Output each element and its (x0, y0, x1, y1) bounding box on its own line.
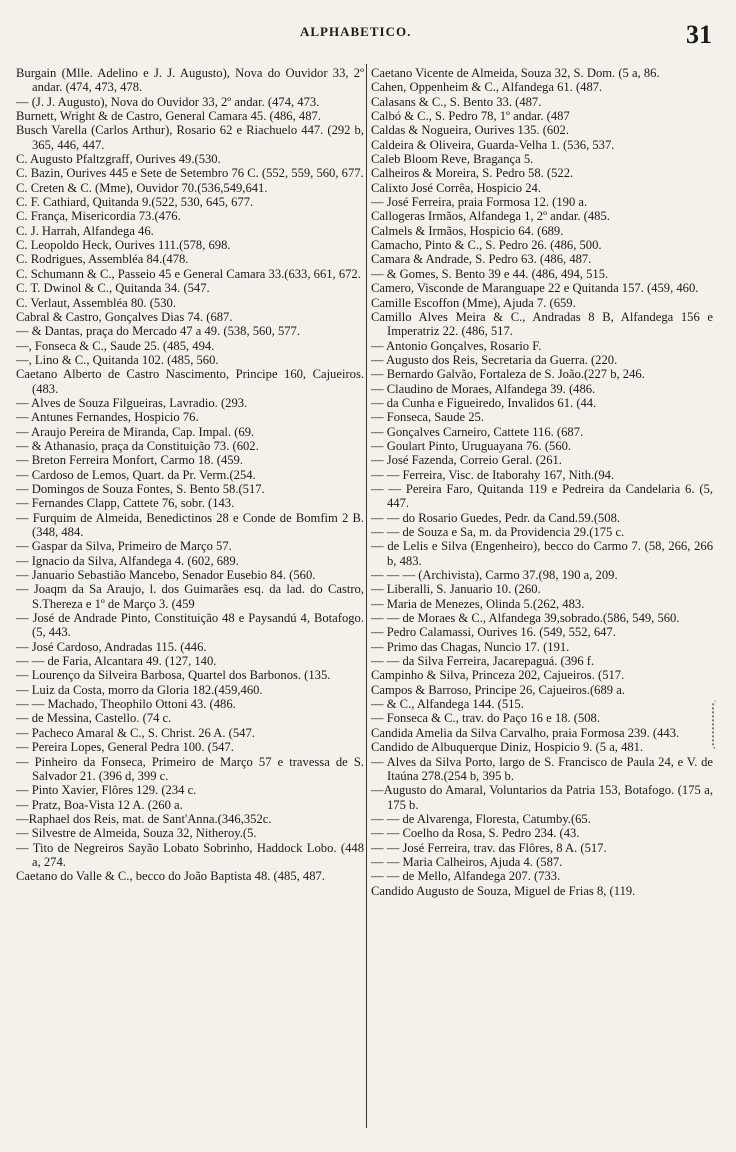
directory-entry: — Furquim de Almeida, Benedictinos 28 e Conde de Bomfim 2 B. (348, 484. (16, 510, 364, 539)
page-number: 31 (686, 20, 712, 49)
directory-entry: — Alves de Souza Filgueiras, Lavradio. (293. (16, 395, 248, 410)
directory-entry: — & Athanasio, praça da Constituição 73. (602. (16, 438, 259, 453)
directory-entry: — Fonseca, Saude 25. (371, 410, 484, 425)
directory-entry: C. Creten & C. (Mme), Ouvidor 70.(536,549,641. (16, 180, 268, 195)
directory-entry: — — de Moraes & C., Alfandega 39,sobrado.(586, 549, 560. (371, 611, 680, 626)
directory-entry: — Liberalli, S. Januario 10. (260. (371, 582, 541, 597)
directory-entry: — de Messina, Castello. (74 c. (16, 711, 172, 726)
directory-entry: — — Maria Calheiros, Ajuda 4. (587. (371, 854, 563, 869)
directory-entry: C. Leopoldo Heck, Ourives 111.(578, 698. (16, 238, 231, 253)
directory-entry: Calmels & Irmãos, Hospicio 64. (689. (371, 223, 564, 238)
directory-entry: Caleb Bloom Reve, Bragança 5. (371, 152, 534, 167)
directory-entry: — José de Andrade Pinto, Constituição 48 e Paysandú 4, Botafogo. (5, 443. (16, 611, 364, 640)
directory-entry: — Augusto dos Reis, Secretaria da Guerra. (220. (371, 352, 618, 367)
directory-entry: — — do Rosario Guedes, Pedr. da Cand.59.(508. (371, 510, 621, 525)
directory-entry: — — — (Archivista), Carmo 37.(98, 190 a, 209. (371, 568, 618, 583)
directory-entry: Burgain (Mlle. Adelino e J. J. Augusto), Nova do Ouvidor 33, 2º andar. (474, 473, 478. (16, 66, 364, 95)
directory-entry: —Raphael dos Reis, mat. de Sant'Anna.(346,352c. (16, 811, 272, 826)
directory-entry: Caldas & Nogueira, Ourives 135. (602. (371, 123, 569, 138)
directory-entry: C. T. Dwinol & C., Quitanda 34. (547. (16, 281, 210, 296)
directory-entry: — Domingos de Souza Fontes, S. Bento 58.(517. (16, 481, 265, 496)
directory-entry: — — de Souza e Sa, m. da Providencia 29.(175 c. (371, 525, 625, 539)
directory-entry: — — José Ferreira, trav. das Flôres, 8 A. (517. (371, 840, 607, 855)
directory-entry: — Pinto Xavier, Flôres 129. (234 c. (16, 783, 197, 798)
directory-entry: — Joaqm da Sa Araujo, l. dos Guimarães esq. da lad. do Castro, S.Thereza e 1º de Março 3. (459 (16, 582, 364, 611)
column-divider (366, 64, 367, 1128)
directory-entry: Burnett, Wright & de Castro, General Camara 45. (486, 487. (16, 109, 321, 124)
directory-entry: — Breton Ferreira Monfort, Carmo 18. (459. (16, 453, 243, 468)
directory-entry: — Luiz da Costa, morro da Gloria 182.(459,460. (16, 682, 263, 697)
directory-entry: — Lourenço da Silveira Barbosa, Quartel dos Barbonos. (135. (16, 668, 331, 683)
directory-entry: Campinho & Silva, Princeza 202, Cajueiros. (517. (371, 668, 625, 683)
directory-entry: — — de Faria, Alcantara 49. (127, 140. (16, 654, 217, 669)
directory-entry: C. Bazin, Ourives 445 e Sete de Setembro 76 C. (552, 559, 560, 677. (16, 166, 364, 181)
directory-entry: — da Cunha e Figueiredo, Invalidos 61. (44. (371, 395, 597, 410)
directory-entry: — Ignacio da Silva, Alfandega 4. (602, 689. (16, 553, 239, 568)
directory-entry: — Pereira Lopes, General Pedra 100. (547. (16, 740, 234, 755)
directory-entry: — Tito de Negreiros Sayão Lobato Sobrinho, Haddock Lobo. (448 a, 274. (16, 840, 364, 869)
directory-entry: — — de Mello, Alfandega 207. (733. (371, 869, 561, 884)
directory-entry: C. F. Cathiard, Quitanda 9.(522, 530, 645, 677. (16, 195, 254, 210)
directory-entry: — Silvestre de Almeida, Souza 32, Nitheroy.(5. (16, 826, 257, 841)
directory-entry: — — da Silva Ferreira, Jacarepaguá. (396 f. (371, 654, 595, 669)
directory-entry: Candido de Albuquerque Diniz, Hospicio 9. (5 a, 481. (371, 740, 644, 755)
directory-entry: — Maria de Menezes, Olinda 5.(262, 483. (371, 596, 585, 611)
directory-entry: — (J. J. Augusto), Nova do Ouvidor 33, 2º andar. (474, 473. (16, 94, 320, 109)
directory-entry: C. Rodrigues, Assembléa 84.(478. (16, 252, 189, 267)
directory-entry: — — Pereira Faro, Quitanda 119 e Pedreira da Candelaria 6. (5, 447. (371, 481, 713, 511)
directory-entry: C. Augusto Pfaltzgraff, Ourives 49.(530. (16, 152, 221, 167)
directory-entry: — — Coelho da Rosa, S. Pedro 234. (43. (371, 826, 580, 841)
directory-entry: —, Fonseca & C., Saude 25. (485, 494. (16, 338, 215, 353)
directory-entry: — — de Alvarenga, Floresta, Catumby.(65. (371, 811, 591, 826)
directory-entry: — Pinheiro da Fonseca, Primeiro de Março 57 e travessa de S. Salvador 21. (396 d, 399 c. (16, 754, 364, 783)
directory-entry: — José Ferreira, praia Formosa 12. (190 a. (371, 195, 588, 210)
directory-entry: Calasans & C., S. Bento 33. (487. (371, 94, 542, 109)
directory-entry: Camillo Alves Meira & C., Andradas 8 B, Alfandega 156 e Imperatriz 22. (486, 517. (371, 309, 713, 339)
directory-entry: — Januario Sebastião Mancebo, Senador Eusebio 84. (560. (16, 568, 316, 583)
directory-entry: — Bernardo Galvão, Fortaleza de S. João.(227 b, 246. (371, 367, 645, 382)
directory-entry: Caetano Vicente de Almeida, Souza 32, S. Dom. (5 a, 86. (371, 66, 660, 80)
directory-entry: Camero, Visconde de Maranguape 22 e Quitanda 157. (459, 460. (371, 281, 699, 296)
directory-entry: Campos & Barroso, Principe 26, Cajueiros.(689 a. (371, 682, 625, 697)
directory-entry: Busch Varella (Carlos Arthur), Rosario 62 e Riachuelo 447. (292 b, 365, 446, 447. (16, 123, 364, 152)
margin-ink-mark (712, 700, 734, 750)
directory-entry: — Pratz, Boa-Vista 12 A. (260 a. (16, 797, 183, 812)
directory-entry: Cabral & Castro, Gonçalves Dias 74. (687. (16, 309, 233, 324)
directory-entry: Camille Escoffon (Mme), Ajuda 7. (659. (371, 295, 576, 310)
directory-entry: C. França, Misericordia 73.(476. (16, 209, 181, 224)
directory-entry: Calbó & C., S. Pedro 78, 1º andar. (487 (371, 109, 570, 124)
directory-entry: — — Ferreira, Visc. de Itaborahy 167, Nith.(94. (371, 467, 615, 482)
directory-entry: Calheiros & Moreira, S. Pedro 58. (522. (371, 166, 574, 181)
directory-entry: — Primo das Chagas, Nuncio 17. (191. (371, 639, 570, 654)
directory-entry: — Gonçalves Carneiro, Cattete 116. (687. (371, 424, 584, 439)
directory-entry: — & Gomes, S. Bento 39 e 44. (486, 494, 515. (371, 266, 609, 281)
directory-entry: Caetano Alberto de Castro Nascimento, Principe 160, Cajueiros. (483. (16, 367, 364, 396)
directory-entry: — Goulart Pinto, Uruguayana 76. (560. (371, 438, 572, 453)
directory-entry: — Antunes Fernandes, Hospicio 76. (16, 410, 199, 425)
directory-entry: Candida Amelia da Silva Carvalho, praia Formosa 239. (443. (371, 725, 680, 740)
directory-entry: — & C., Alfandega 144. (515. (371, 697, 524, 712)
directory-entry: — Fonseca & C., trav. do Paço 16 e 18. (508. (371, 711, 600, 726)
directory-entry: Camacho, Pinto & C., S. Pedro 26. (486, 500. (371, 238, 602, 253)
directory-entry: — — Machado, Theophilo Ottoni 43. (486. (16, 697, 236, 712)
directory-entry: Callogeras Irmãos, Alfandega 1, 2º andar. (485. (371, 209, 610, 224)
directory-entry: — Pedro Calamassi, Ourives 16. (549, 552, 647. (371, 625, 616, 640)
left-column (16, 66, 364, 884)
directory-entry: — Antonio Gonçalves, Rosario F. (371, 338, 542, 353)
directory-entry: — Fernandes Clapp, Cattete 76, sobr. (143. (16, 496, 235, 511)
directory-entry: Calixto José Corrêa, Hospicio 24. (371, 180, 541, 195)
directory-entry: — José Cardoso, Andradas 115. (446. (16, 639, 207, 654)
directory-entry: — Pacheco Amaral & C., S. Christ. 26 A. (547. (16, 725, 255, 740)
directory-entry: — & Dantas, praça do Mercado 47 a 49. (538, 560, 577. (16, 324, 300, 339)
directory-entry: — de Lelis e Silva (Engenheiro), becco do Carmo 7. (58, 266, 266 b, 483. (371, 539, 713, 568)
directory-entry: Cahen, Oppenheim & C., Alfandega 61. (487. (371, 80, 603, 95)
running-title: ALPHABETICO. (300, 24, 412, 39)
directory-entry: — Gaspar da Silva, Primeiro de Março 57. (16, 539, 232, 554)
page-header (0, 20, 736, 60)
directory-entry: — Araujo Pereira de Miranda, Cap. Impal. (69. (16, 424, 255, 439)
directory-entry: — José Fazenda, Correio Geral. (261. (371, 453, 562, 468)
directory-entry: — Claudino de Moraes, Alfandega 39. (486. (371, 381, 596, 396)
directory-entry: Caldeira & Oliveira, Guarda-Velha 1. (536, 537. (371, 137, 615, 152)
right-column (371, 66, 713, 898)
directory-entry: C. J. Harrah, Alfandega 46. (16, 223, 154, 238)
directory-entry: —, Lino & C., Quitanda 102. (485, 560. (16, 352, 219, 367)
directory-entry: —Augusto do Amaral, Voluntarios da Patria 153, Botafogo. (175 a, 175 b. (371, 783, 713, 812)
directory-entry: — Alves da Silva Porto, largo de S. Francisco de Paula 24, e V. de Itaúna 278.(254 b, 395 b. (371, 754, 713, 783)
directory-entry: Candido Augusto de Souza, Miguel de Frias 8, (119. (371, 883, 636, 898)
directory-entry: C. Verlaut, Assembléa 80. (530. (16, 295, 176, 310)
directory-entry: Camara & Andrade, S. Pedro 63. (486, 487. (371, 252, 592, 267)
directory-entry: Caetano do Valle & C., becco do João Baptista 48. (485, 487. (16, 869, 325, 884)
directory-entry: C. Schumann & C., Passeio 45 e General Camara 33.(633, 661, 672. (16, 266, 361, 281)
directory-entry: — Cardoso de Lemos, Quart. da Pr. Verm.(254. (16, 467, 256, 482)
